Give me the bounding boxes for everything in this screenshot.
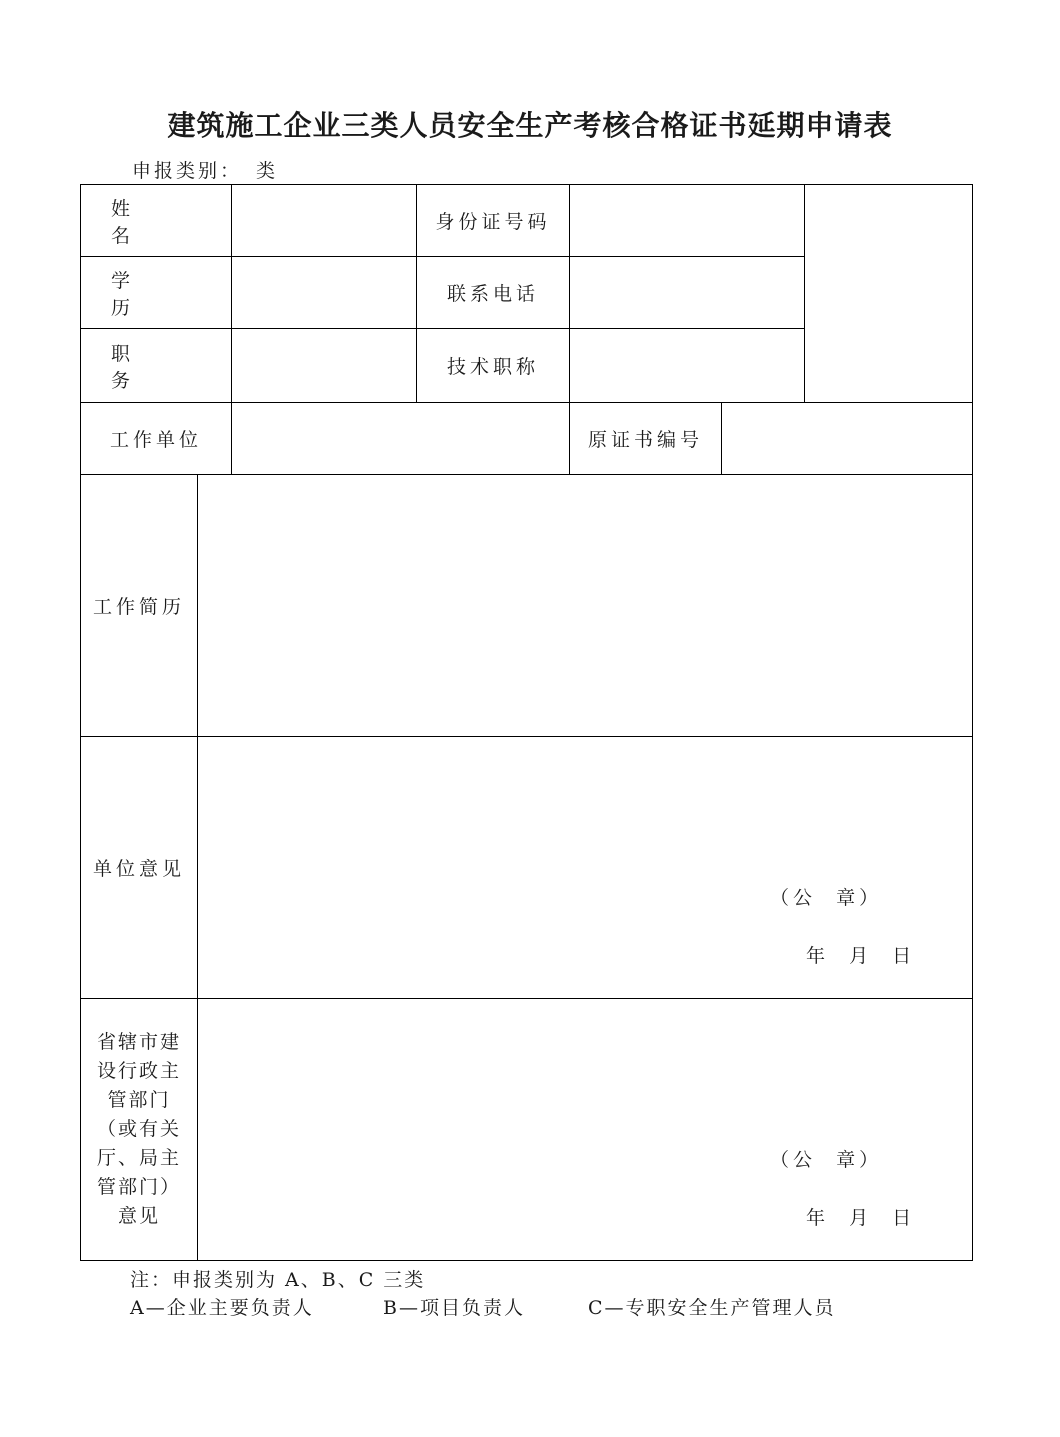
authority-opinion-label	[80, 998, 198, 1261]
authority-date-text: 年 月 日	[806, 1207, 916, 1229]
photo-area[interactable]	[804, 184, 973, 403]
category-suffix: 类	[256, 160, 279, 182]
work-unit-label	[80, 402, 232, 475]
unit-opinion-label-text: 单位意见	[92, 858, 185, 880]
tech-title-label	[416, 328, 570, 403]
note-a: A—企业主要负责人	[130, 1297, 314, 1319]
phone-label-text: 联系电话	[446, 283, 539, 305]
work-history-label-text: 工作简历	[92, 596, 185, 618]
work-unit-input[interactable]	[231, 402, 570, 475]
authority-line-3: 管部门	[107, 1089, 171, 1111]
authority-line-4: （或有关	[96, 1118, 181, 1140]
category-line	[132, 156, 278, 183]
note-line-1: 注：申报类别为 A、B、C 三类	[130, 1269, 426, 1291]
name-label	[80, 184, 232, 257]
id-number-input[interactable]	[569, 184, 805, 257]
position-input[interactable]	[231, 328, 417, 403]
unit-opinion-label	[80, 736, 198, 999]
phone-label	[416, 256, 570, 329]
id-number-label	[416, 184, 570, 257]
id-number-label-text: 身份证号码	[435, 211, 551, 233]
authority-line-2: 设行政主	[96, 1060, 181, 1082]
orig-cert-label	[569, 402, 722, 475]
orig-cert-input[interactable]	[721, 402, 973, 475]
unit-date-text: 年 月 日	[806, 945, 916, 967]
tech-title-label-text: 技术职称	[446, 356, 539, 378]
form-title: 建筑施工企业三类人员安全生产考核合格证书延期申请表	[167, 109, 893, 142]
phone-input[interactable]	[569, 256, 805, 329]
tech-title-input[interactable]	[569, 328, 805, 403]
unit-seal-text: （公 章）	[770, 887, 883, 909]
work-unit-label-text: 工作单位	[109, 429, 202, 451]
education-label	[80, 256, 232, 329]
name-label-text: 姓 名	[111, 197, 161, 247]
work-history-label	[80, 474, 198, 737]
authority-line-5: 厅、局主	[96, 1147, 181, 1169]
name-input[interactable]	[231, 184, 417, 257]
note-b: B—项目负责人	[383, 1297, 525, 1319]
position-label-text: 职 务	[111, 342, 161, 392]
note-c: C—专职安全生产管理人员	[588, 1297, 836, 1319]
authority-line-6: 管部门）	[96, 1176, 181, 1198]
authority-line-1: 省辖市建	[96, 1031, 181, 1053]
orig-cert-label-text: 原证书编号	[587, 429, 703, 451]
authority-seal-text: （公 章）	[770, 1149, 883, 1171]
education-label-text: 学 历	[111, 269, 161, 319]
authority-line-7: 意见	[117, 1205, 160, 1227]
category-label: 申报类别：	[132, 160, 243, 182]
education-input[interactable]	[231, 256, 417, 329]
position-label	[80, 328, 232, 403]
work-history-input[interactable]	[197, 474, 973, 737]
